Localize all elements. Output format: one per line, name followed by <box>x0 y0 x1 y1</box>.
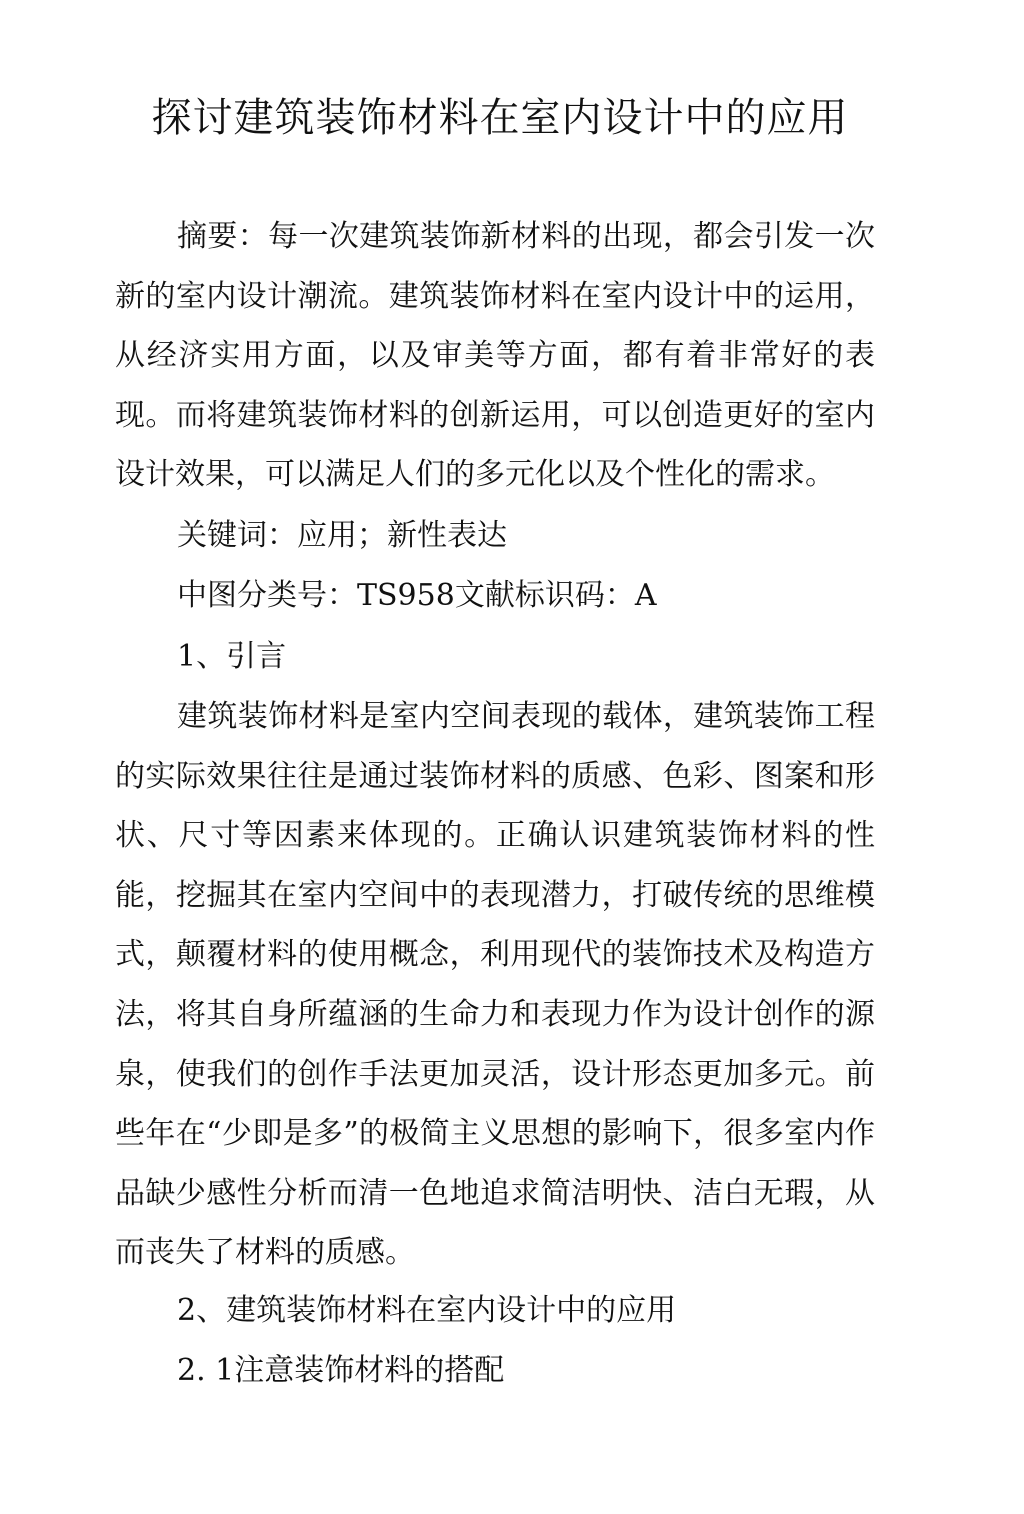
section-1-heading: 1、引言 <box>177 639 287 674</box>
classification-line: 中图分类号：TS958文献标识码：A <box>177 578 657 613</box>
section-2-heading: 2、建筑装饰材料在室内设计中的应用 <box>177 1293 677 1328</box>
section-1-body: 建筑装饰材料是室内空间表现的载体，建筑装饰工程的实际效果往往是通过装饰材料的质感、色彩、图案和形状、尺寸等因素来体现的。正确认识建筑装饰材料的性能，挖掘其在室内空间中的表现潜力，打破传统的思维模式，颠覆材料的使用概念，利用现代的装饰技术及构造方法，将其自身所蕴涵的生命力和表现力作为设计创作的源泉，使我们的创作手法更加灵活，设计形态更加多元。前些年在“少即是多”的极简主义思想的影响下，很多室内作品缺少感性分析而清一色地追求简洁明快、洁白无瑕，从而丧失了材料的质感。 <box>115 699 875 1271</box>
keywords-line: 关键词：应用；新性表达 <box>177 518 507 553</box>
section-2-1-heading: 2. 1注意装饰材料的搭配 <box>177 1353 505 1388</box>
abstract-paragraph: 摘要：每一次建筑装饰新材料的出现，都会引发一次新的室内设计潮流。建筑装饰材料在室内设计中的运用，从经济实用方面，以及审美等方面，都有着非常好的表现。而将建筑装饰材料的创新运用，可以创造更好的室内设计效果，可以满足人们的多元化以及个性化的需求。 <box>115 219 875 493</box>
document-title: 探讨建筑装饰材料在室内设计中的应用 <box>151 95 849 141</box>
